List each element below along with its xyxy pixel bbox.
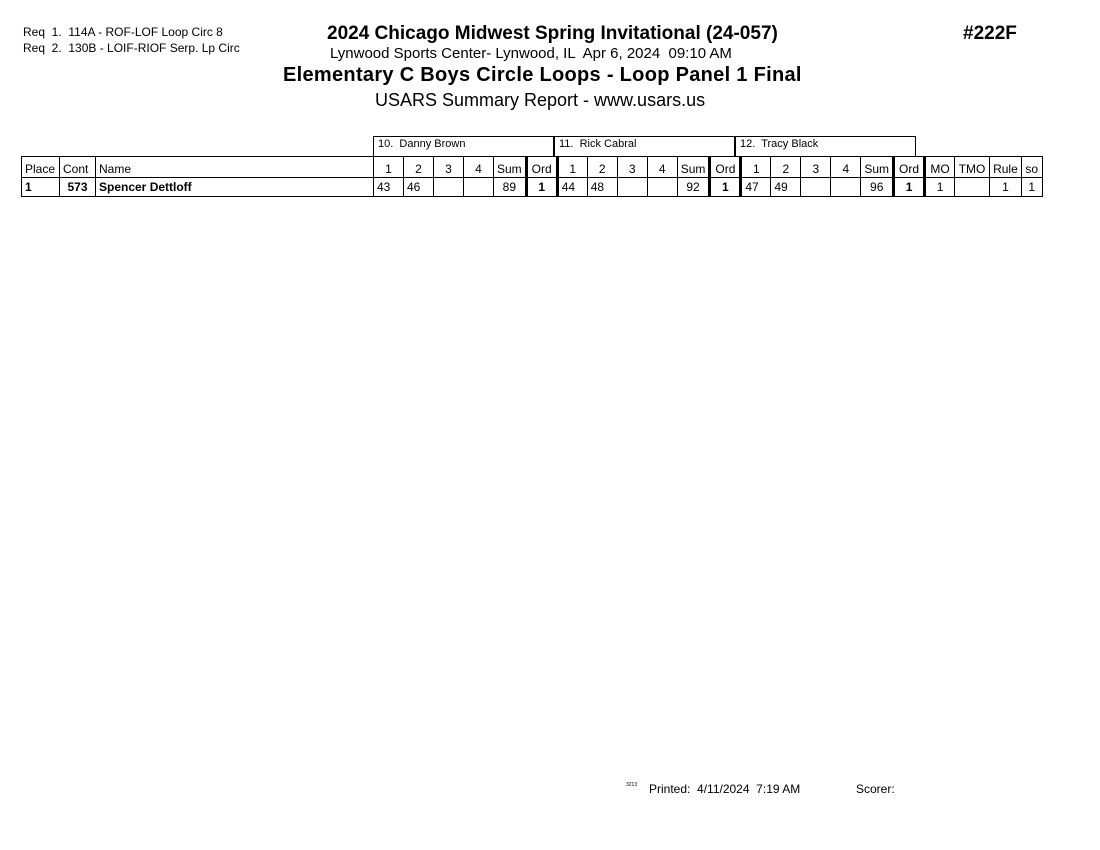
row-j3-score4 [831, 178, 861, 197]
col-header-j2-score3: 3 [617, 157, 647, 178]
results-table [21, 156, 1043, 197]
row-j2-score3 [617, 178, 647, 197]
row-j3-score1: 47 [741, 178, 771, 197]
col-header-j1-ord: Ord [526, 157, 557, 178]
table-row [22, 178, 1043, 197]
row-j1-score1: 43 [374, 178, 404, 197]
event-title: 2024 Chicago Midwest Spring Invitational (24-057) [327, 23, 778, 44]
row-j3-ord: 1 [894, 178, 925, 197]
col-header-j1-score3: 3 [434, 157, 464, 178]
judge-header-2: 11. Rick Cabral [554, 136, 735, 156]
col-header-tmo: TMO [955, 157, 990, 178]
row-j3-score3 [801, 178, 831, 197]
row-j1-score3 [434, 178, 464, 197]
row-j2-sum: 92 [677, 178, 710, 197]
col-header-j1-score2: 2 [404, 157, 434, 178]
col-header-rule: Rule [990, 157, 1022, 178]
event-location: Lynwood Sports Center- Lynwood, IL Apr 6, 2024 09:10 AM [330, 45, 732, 62]
footer-printed: Printed: 4/11/2024 7:19 AM [649, 782, 801, 796]
row-j1-score4 [464, 178, 494, 197]
row-tmo [955, 178, 990, 197]
col-header-j3-score4: 4 [831, 157, 861, 178]
col-header-j3-sum: Sum [861, 157, 894, 178]
row-j1-score2: 46 [404, 178, 434, 197]
row-j3-sum: 96 [861, 178, 894, 197]
col-header-so: so [1021, 157, 1042, 178]
judge-header-1: 10. Danny Brown [373, 136, 554, 156]
table-header-row [22, 157, 1043, 178]
footer-scorer: Scorer: [856, 782, 895, 796]
col-header-name: Name [96, 157, 374, 178]
col-header-j2-score1: 1 [557, 157, 587, 178]
col-header-place: Place [22, 157, 60, 178]
col-header-cont: Cont [60, 157, 96, 178]
col-header-j1-score4: 4 [464, 157, 494, 178]
row-rule: 1 [990, 178, 1022, 197]
requirement-1: Req 1. 114A - ROF-LOF Loop Circ 8 [23, 25, 223, 39]
event-code: #222F [963, 23, 1017, 44]
report-title: Elementary C Boys Circle Loops - Loop Panel 1 Final [283, 64, 802, 86]
col-header-j2-score2: 2 [587, 157, 617, 178]
row-j2-ord: 1 [710, 178, 741, 197]
col-header-j3-score2: 2 [771, 157, 801, 178]
col-header-j1-sum: Sum [494, 157, 527, 178]
row-j2-score2: 48 [587, 178, 617, 197]
col-header-j3-score1: 1 [741, 157, 771, 178]
row-place: 1 [22, 178, 60, 197]
row-j2-score1: 44 [557, 178, 587, 197]
col-header-j1-score1: 1 [374, 157, 404, 178]
footer-mark: 3213 [626, 782, 638, 788]
row-name: Spencer Dettloff [96, 178, 374, 197]
row-j1-ord: 1 [526, 178, 557, 197]
col-header-j2-sum: Sum [677, 157, 710, 178]
requirement-2: Req 2. 130B - LOIF-RIOF Serp. Lp Circ [23, 41, 240, 55]
row-j1-sum: 89 [494, 178, 527, 197]
report-subtitle: USARS Summary Report - www.usars.us [375, 90, 706, 110]
row-j3-score2: 49 [771, 178, 801, 197]
col-header-mo: MO [925, 157, 955, 178]
judge-header-3: 12. Tracy Black [735, 136, 916, 156]
row-cont: 573 [60, 178, 96, 197]
row-mo: 1 [925, 178, 955, 197]
col-header-j3-score3: 3 [801, 157, 831, 178]
row-j2-score4 [647, 178, 677, 197]
row-so: 1 [1021, 178, 1042, 197]
col-header-j2-score4: 4 [647, 157, 677, 178]
col-header-j2-ord: Ord [710, 157, 741, 178]
col-header-j3-ord: Ord [894, 157, 925, 178]
